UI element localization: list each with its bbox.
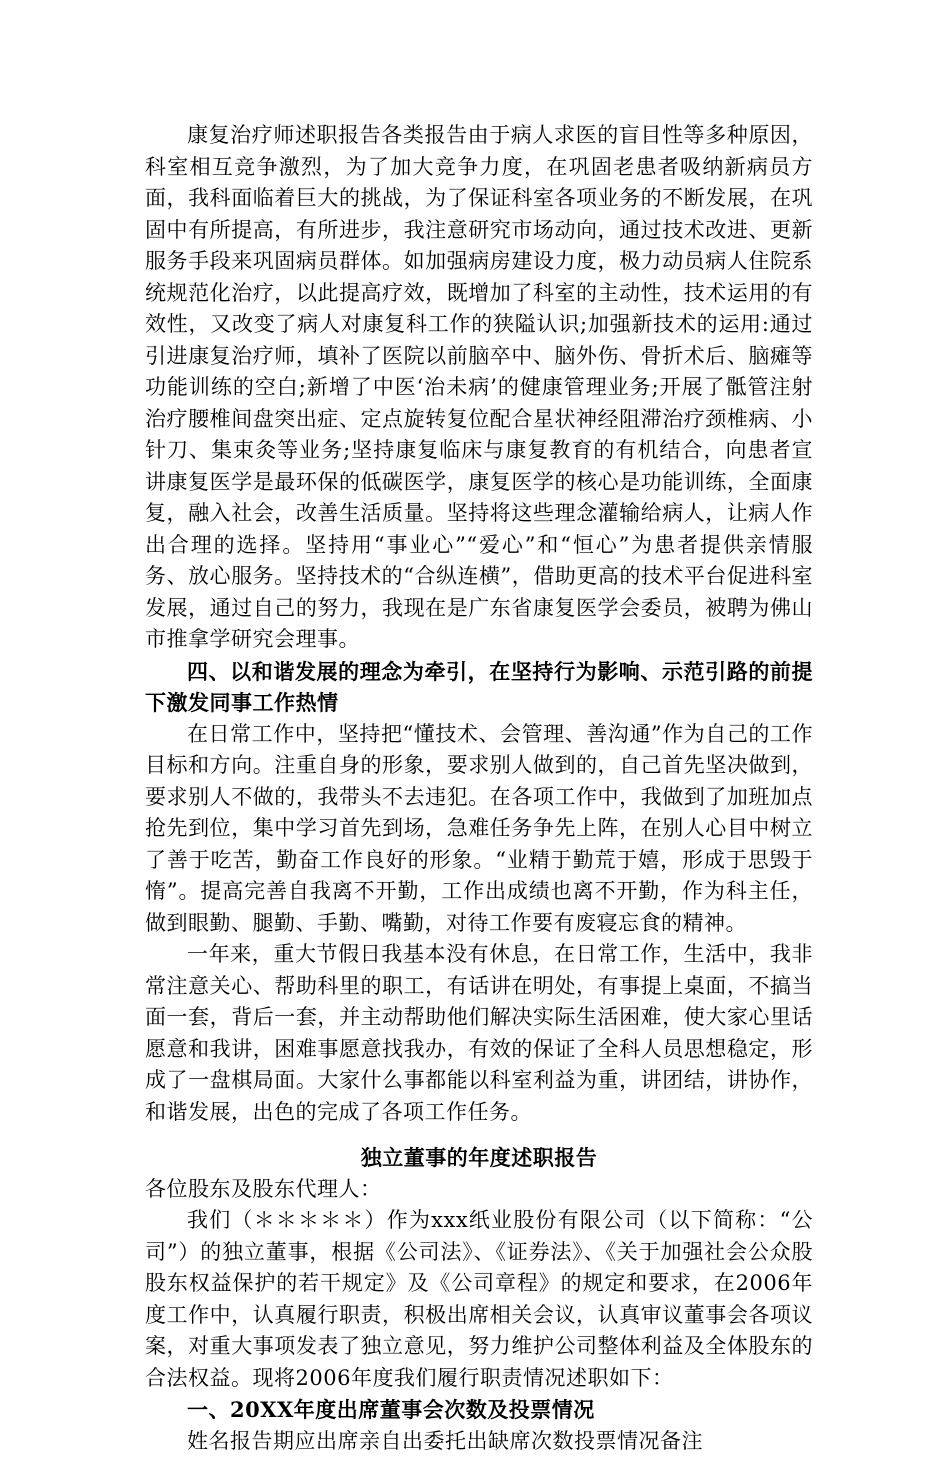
report-title: 独立董事的年度述职报告: [145, 1142, 813, 1174]
body-paragraph: 在日常工作中，坚持把“懂技术、会管理、善沟通”作为自己的工作目标和方向。注重自身的形象，要求别人做到的，自己首先坚决做到，要求别人不做的，我带头不去违犯。在各项工作中，我做到了加班加点抢先到位，集中学习首先到场，急难任务争先上阵，在别人心目中树立了善于吃苦，勤奋工作良好的形象。“业精于勤荒于嬉，形成于思毁于惰”。提高完善自我离不开勤，工作出成绩也离不开勤，作为科主任，做到眼勤、腿勤、手勤、嘴勤，对待工作要有废寝忘食的精神。: [145, 719, 813, 940]
section-heading: 一、20XX年度出席董事会次数及投票情况: [145, 1394, 813, 1426]
body-paragraph: 一年来，重大节假日我基本没有休息，在日常工作，生活中，我非常注意关心、帮助科里的职工，有话讲在明处，有事提上桌面，不搞当面一套，背后一套，并主动帮助他们解决实际生活困难，使大家心里话愿意和我讲，困难事愿意找我办，有效的保证了全科人员思想稳定，形成了一盘棋局面。大家什么事都能以科室利益为重，讲团结，讲协作，和谐发展，出色的完成了各项工作任务。: [145, 939, 813, 1128]
salutation: 各位股东及股东代理人：: [145, 1174, 813, 1206]
section-heading: 四、以和谐发展的理念为牵引，在坚持行为影响、示范引路的前提下激发同事工作热情: [145, 656, 813, 719]
body-paragraph: 我们（＊＊＊＊＊）作为xxx纸业股份有限公司（以下简称：“公司”）的独立董事，根据《公司法》、《证券法》、《关于加强社会公众股股东权益保护的若干规定》及《公司章程》的规定和要求，在2006年度工作中，认真履行职责，积极出席相关会议，认真审议董事会各项议案，对重大事项发表了独立意见，努力维护公司整体利益及全体股东的合法权益。现将2006年度我们履行职责情况述职如下：: [145, 1205, 813, 1394]
body-paragraph: 姓名报告期应出席亲自出委托出缺席次数投票情况备注: [145, 1426, 813, 1457]
body-paragraph: 康复治疗师述职报告各类报告由于病人求医的盲目性等多种原因，科室相互竞争激烈，为了加大竞争力度，在巩固老患者吸纳新病员方面，我科面临着巨大的挑战，为了保证科室各项业务的不断发展，在巩固中有所提高，有所进步，我注意研究市场动向，通过技术改进、更新服务手段来巩固病员群体。如加强病房建设力度，极力动员病人住院系统规范化治疗，以此提高疗效，既增加了科室的主动性，技术运用的有效性，又改变了病人对康复科工作的狭隘认识;加强新技术的运用:通过引进康复治疗师，填补了医院以前脑卒中、脑外伤、骨折术后、脑瘫等功能训练的空白;新增了中医‘治未病’的健康管理业务;开展了骶管注射治疗腰椎间盘突出症、定点旋转复位配合星状神经阻滞治疗颈椎病、小针刀、集束灸等业务;坚持康复临床与康复教育的有机结合，向患者宣讲康复医学是最环保的低碳医学，康复医学的核心是功能训练，全面康复，融入社会，改善生活质量。坚持将这些理念灌输给病人，让病人作出合理的选择。坚持用“事业心”“爱心”和“恒心”为患者提供亲情服务、放心服务。坚持技术的“合纵连横”，借助更高的技术平台促进科室发展，通过自己的努力，我现在是广东省康复医学会委员，被聘为佛山市推拿学研究会理事。: [145, 120, 813, 656]
document-page: [145, 120, 813, 1457]
